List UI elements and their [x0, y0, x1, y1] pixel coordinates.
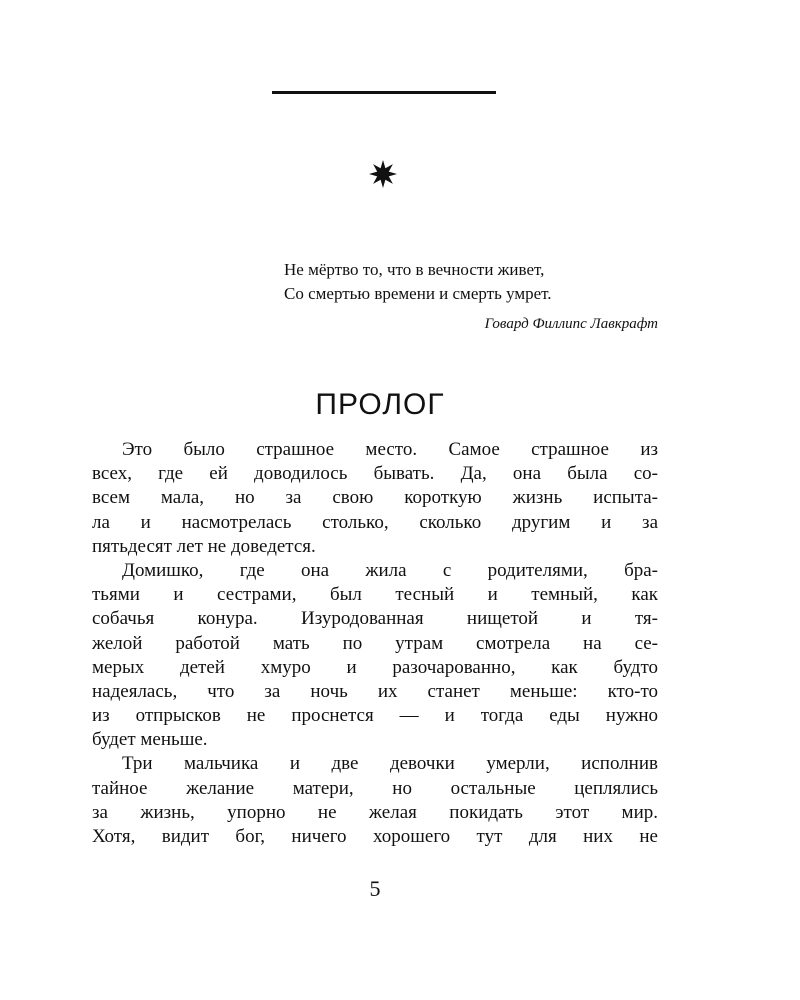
text-line: из отпрысков не проснется — и тогда еды нужно	[92, 705, 658, 727]
text-line: будет меньше.	[92, 729, 208, 751]
text-line: тайное желание матери, но остальные цеплялись	[92, 777, 658, 799]
text-line: за жизнь, упорно не желая покидать этот мир.	[92, 801, 658, 823]
text-line: Это было страшное место. Самое страшное из	[122, 439, 658, 460]
chapter-title: ПРОЛОГ	[315, 388, 445, 421]
text-line: всех, где ей доводилось бывать. Да, она была со-	[92, 463, 658, 485]
text-line: желой работой мать по утрам смотрела на се-	[92, 632, 658, 654]
text-line: тьями и сестрами, был тесный и темный, как	[92, 584, 658, 606]
text-line: Хотя, видит бог, ничего хорошего тут для них не	[92, 826, 658, 847]
paragraph	[92, 752, 658, 849]
text-line: надеялась, что за ночь их станет меньше: кто-то	[92, 680, 658, 702]
page-number: 5	[369, 876, 381, 901]
eight-point-star-icon	[369, 160, 397, 188]
paragraph	[92, 559, 658, 753]
text-line: всем мала, но за свою короткую жизнь испыта-	[92, 487, 658, 509]
text-line: Домишко, где она жила с родителями, бра-	[122, 559, 658, 581]
epigraph-line: Со смертью времени и смерть умрет.	[284, 284, 552, 303]
epigraph-author: Говард Филлипс Лавкрафт	[484, 316, 658, 332]
top-decorative-rule	[272, 91, 496, 94]
text-line: Три мальчика и две девочки умерли, исполнив	[122, 753, 658, 775]
text-line: пятьдесят лет не доведется.	[92, 535, 316, 557]
epigraph	[284, 258, 660, 336]
paragraph	[92, 438, 658, 559]
text-line: ла и насмотрелась столько, сколько другим и за	[92, 511, 658, 533]
body-text	[92, 438, 658, 849]
epigraph-line: Не мёртво то, что в вечности живет,	[284, 260, 545, 279]
text-line: собачья конура. Изуродованная нищетой и тя-	[92, 608, 658, 630]
text-line: мерых детей хмуро и разочарованно, как будто	[92, 656, 658, 678]
